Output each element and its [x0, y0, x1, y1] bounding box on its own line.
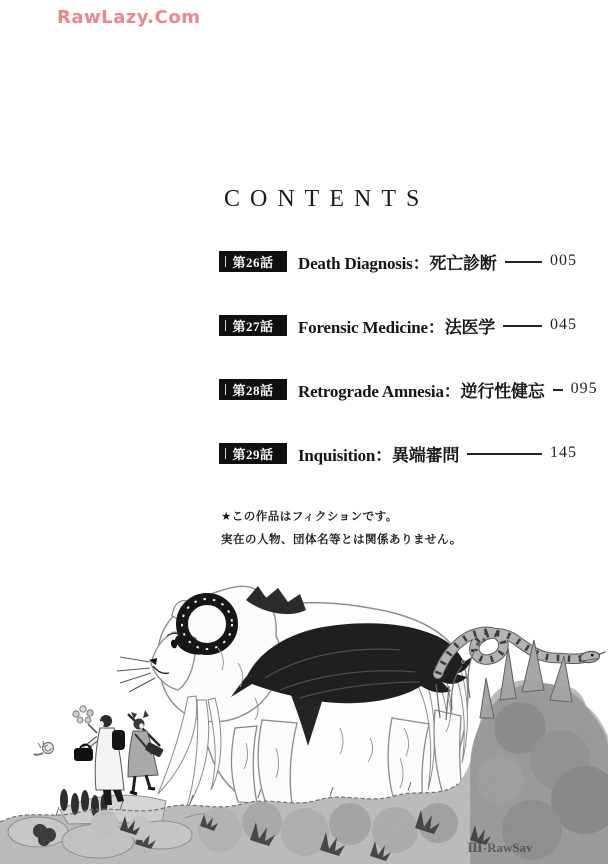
chapter-label: 第28話 [232, 382, 274, 398]
badge-tick-icon [225, 448, 226, 459]
badge-tick-icon [225, 384, 226, 395]
table-of-contents [219, 250, 598, 506]
fiction-disclaimer [221, 506, 462, 552]
chimera-creature [117, 586, 472, 810]
page-number: 095 [570, 380, 598, 397]
traveler-researcher [73, 706, 125, 805]
chapter-badge [219, 379, 287, 400]
chapter-badge [219, 315, 287, 336]
chapter-title: Forensic Medicine：法医学 [298, 317, 496, 337]
whiskers [117, 657, 155, 692]
toc-row-chapter-29 [219, 442, 577, 464]
leader-line [505, 261, 542, 263]
page-title: CONTENTS [224, 186, 430, 212]
chimera-meadow-illustration [0, 578, 608, 864]
chapter-title: Retrograde Amnesia：逆行性健忘 [298, 381, 545, 401]
site-watermark: RawLazy.Com [57, 7, 201, 28]
page-number: 005 [550, 252, 577, 269]
chapter-label: 第27話 [232, 318, 274, 334]
hand-bag [74, 748, 93, 761]
leader-line [467, 453, 542, 455]
chapter-label: 第29話 [232, 446, 274, 462]
bouquet [73, 706, 97, 733]
backpack [112, 730, 125, 750]
travelers [34, 706, 164, 805]
chapter-badge [219, 251, 287, 272]
toc-row-chapter-28 [219, 378, 598, 401]
disclaimer-line-2: 実在の人物、団体名等とは関係ありません。 [221, 534, 462, 546]
chapter-badge [219, 443, 287, 464]
leader-line [503, 325, 542, 327]
toc-row-chapter-27 [219, 314, 577, 336]
badge-tick-icon [225, 256, 226, 267]
page-number: 145 [550, 444, 577, 461]
snail [34, 741, 54, 755]
chapter-title: Death Diagnosis：死亡診断 [298, 253, 497, 273]
leader-line [553, 389, 563, 391]
toc-row-chapter-26 [219, 250, 577, 272]
disclaimer-line-1: ★この作品はフィクションです。 [221, 511, 398, 523]
snake-head [580, 649, 607, 663]
chapter-label: 第26話 [232, 254, 274, 270]
traveler-girl [128, 710, 164, 794]
page-number: 045 [550, 316, 577, 333]
badge-tick-icon [225, 320, 226, 331]
illustration-watermark: Ⅲ-RawSav [467, 840, 533, 855]
chapter-title: Inquisition：異端審問 [298, 445, 460, 465]
